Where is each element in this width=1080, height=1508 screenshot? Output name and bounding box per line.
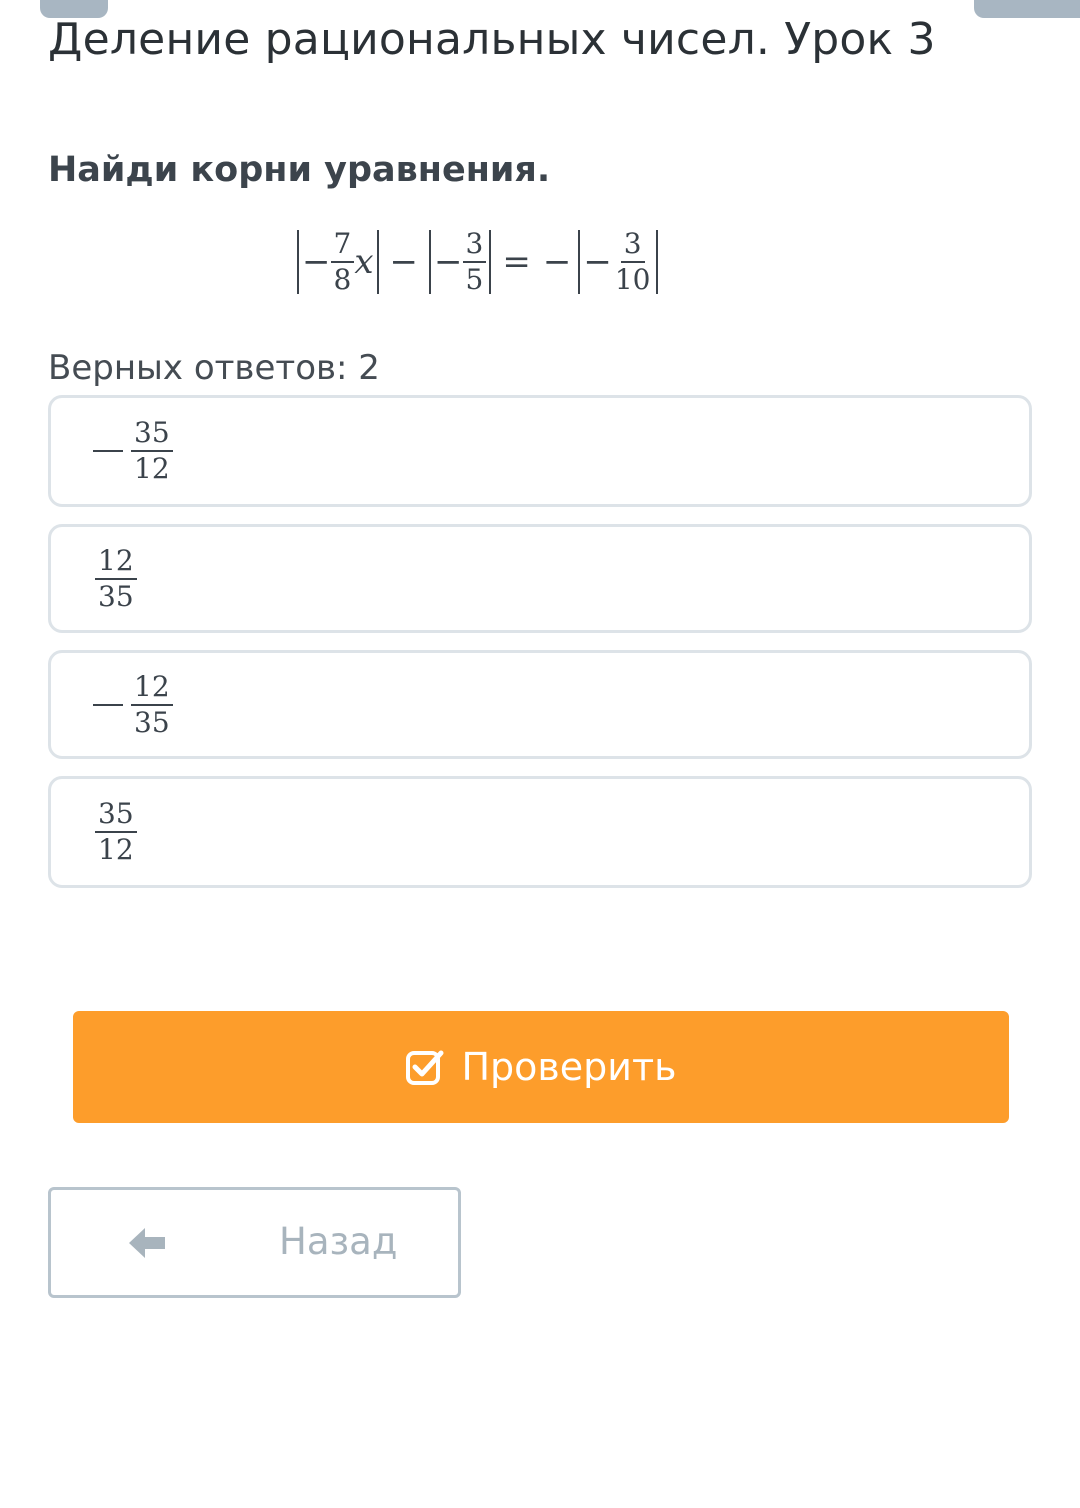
option-fraction <box>131 669 173 739</box>
rhs-sign: − <box>542 242 572 282</box>
minus-sign <box>93 450 123 452</box>
term2-denominator: 5 <box>465 263 484 296</box>
back-button[interactable] <box>48 1187 461 1298</box>
abs-bar <box>578 230 580 294</box>
abs-bar <box>656 230 658 294</box>
term2-sign: − <box>434 242 463 282</box>
coef-denominator: 8 <box>333 263 352 296</box>
option-fraction <box>95 797 137 866</box>
back-button-label: Назад <box>279 1220 398 1263</box>
option-denominator: 35 <box>98 579 134 613</box>
answer-option-3[interactable] <box>48 650 1032 759</box>
variable: x <box>354 242 374 282</box>
rhs-fraction <box>612 227 654 296</box>
page-title: Деление рациональных чисел. Урок 3 <box>48 14 936 65</box>
minus-operator: − <box>389 242 419 282</box>
rhs-denominator: 10 <box>614 263 651 296</box>
minus-sign <box>93 704 123 706</box>
abs-bar <box>429 230 431 294</box>
option-denominator: 35 <box>134 705 170 739</box>
option-fraction <box>131 416 173 485</box>
abs-bar <box>489 230 491 294</box>
option-math <box>93 669 173 739</box>
coef-numerator: 7 <box>331 230 355 263</box>
abs-bar <box>297 230 299 294</box>
check-button-label: Проверить <box>461 1045 677 1089</box>
option-numerator: 35 <box>131 419 173 452</box>
abs-bar <box>377 230 379 294</box>
checkbox-check-icon <box>405 1047 445 1087</box>
option-numerator: 35 <box>95 800 137 833</box>
answer-option-2[interactable] <box>48 524 1032 633</box>
option-denominator: 12 <box>134 452 170 485</box>
option-math <box>95 797 137 866</box>
top-tab-right <box>974 0 1080 18</box>
rhs-inner-sign: − <box>583 242 612 282</box>
answer-option-4[interactable] <box>48 776 1032 888</box>
option-numerator: 12 <box>131 673 173 706</box>
equation <box>294 226 794 298</box>
question-prompt: Найди корни уравнения. <box>48 150 551 190</box>
coef-sign: − <box>302 242 331 282</box>
option-numerator: 12 <box>95 547 137 580</box>
option-math <box>95 543 137 613</box>
coef-fraction <box>331 227 355 296</box>
equals-operator: = <box>502 242 531 282</box>
arrow-left-icon <box>127 1226 167 1260</box>
term2-numerator: 3 <box>463 230 487 263</box>
rhs-numerator: 3 <box>621 230 645 263</box>
answers-count-label: Верных ответов: 2 <box>48 348 380 388</box>
option-fraction <box>95 543 137 613</box>
option-math <box>93 416 173 485</box>
term2-fraction <box>463 227 487 296</box>
option-denominator: 12 <box>98 833 134 866</box>
answer-option-1[interactable] <box>48 395 1032 507</box>
check-button[interactable] <box>73 1011 1009 1123</box>
